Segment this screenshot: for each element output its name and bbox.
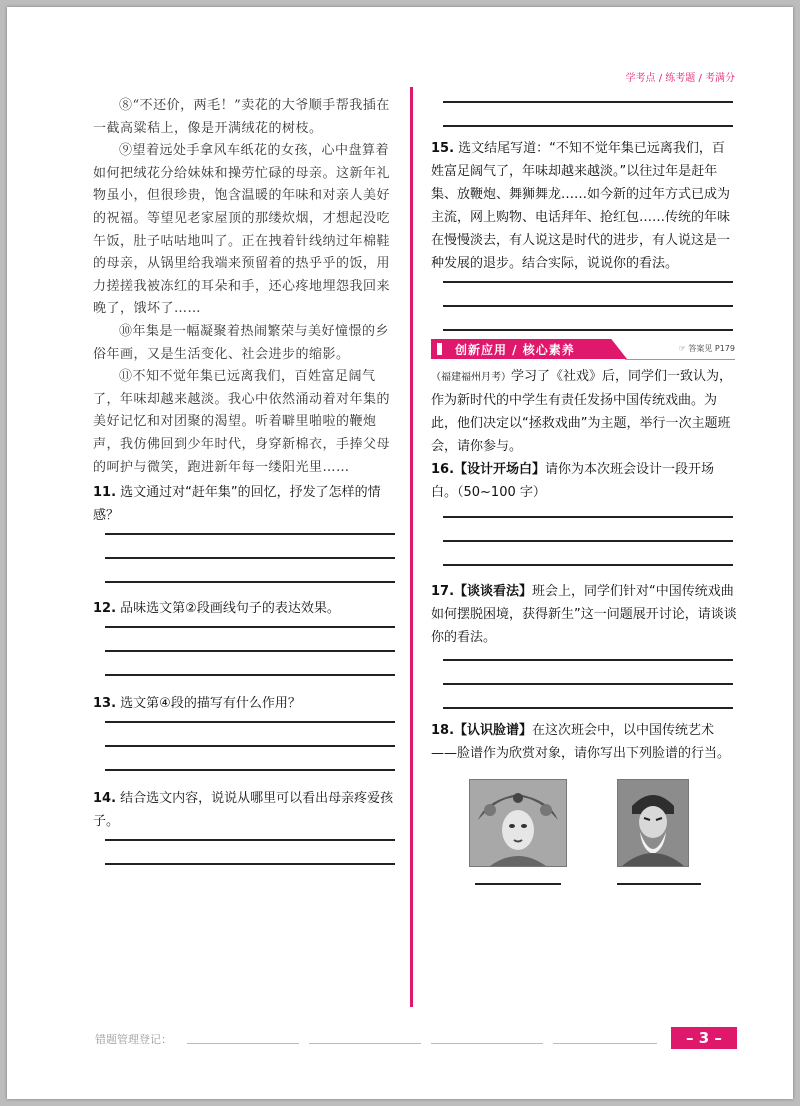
question-18-text: 在这次班会中，以中国传统艺术——脸谱作为欣赏对象，请你写出下列脸谱的行当。: [431, 723, 731, 761]
question-14: [93, 787, 401, 833]
answer-lines-16[interactable]: [443, 516, 737, 566]
question-17: [431, 580, 737, 649]
banner-title: 创新应用 / 核心素养: [455, 343, 575, 357]
answer-line: [105, 769, 395, 771]
paragraph-11: ⑪不知不觉年集已远离我们，百姓富足阔气了，年味却越来越淡。我心中依然涌动着对年集的美好记忆和对团聚的渴望。听着噼里啪啦的鞭炮声，我仿佛回到少年时代，身穿新棉衣，手捧父母的呵护与微笑，跑进新年每一缕阳光里……: [93, 369, 391, 475]
answer-lines-13[interactable]: [105, 721, 401, 771]
answer-line: [443, 564, 733, 566]
footer-blank-2[interactable]: [309, 1043, 421, 1044]
answer-line: [443, 659, 733, 661]
answer-lines-12[interactable]: [105, 626, 401, 676]
answer-line: [105, 557, 395, 559]
worksheet-page: [7, 7, 793, 1099]
question-11-text: 选文通过对“赶年集”的回忆，抒发了怎样的情感？: [93, 485, 381, 524]
question-13-number: 13.: [93, 696, 117, 712]
opera-mask-photo-2: [617, 779, 689, 867]
intro-text: 学习了《社戏》后，同学们一致认为，作为新时代的中学生有责任发扬中国传统戏曲。为此，他们决定以“拯救戏曲”为主题，举行一次主题班会，请你参与。: [431, 369, 733, 454]
answer-line: [105, 721, 395, 723]
question-12-number: 12.: [93, 601, 117, 617]
section-banner: [431, 339, 737, 359]
question-15: [431, 137, 737, 275]
answer-line: [105, 533, 395, 535]
answer-line: [443, 707, 733, 709]
question-11-number: 11.: [93, 485, 117, 501]
answer-line: [443, 125, 733, 127]
question-12: [93, 597, 401, 620]
paragraph-9: ⑨望着远处手拿风车纸花的女孩，心中盘算着如何把绒花分给妹妹和操劳忙碌的母亲。这新年礼物虽小，但很珍贵，饱含温暖的年味和对亲人美好的祝福。等望见老家屋顶的那缕炊烟，才想起没吃午饭，肚子咕咕地叫了。正在拽着针线纳过年棉鞋的母亲，从锅里给我端来预留着的热乎乎的饭，用力搓搓我被冻红的耳朵和手，还心疼地埋怨我回来晚了，饿坏了……: [93, 143, 391, 317]
answer-line: [443, 329, 733, 331]
right-column: [431, 95, 737, 899]
paragraph-8: ⑧“不还价，两毛！”卖花的大爷顺手帮我插在一截高粱秸上，像是开满绒花的树枝。: [93, 98, 390, 136]
question-16: [431, 458, 737, 504]
question-15-text: 选文结尾写道：“不知不觉年集已远离我们，百姓富足阔气了，年味却越来越淡。”以往过年是赶年集、放鞭炮、舞狮舞龙……如今新的过年方式已成为主流，网上购物、电话拜年、抢红包……传统的年味在慢慢淡去，有人说这是时代的进步，有人说这是一种发展的退步。结合实际，说说你的看法。: [431, 141, 731, 271]
opera-mask-image-1: [470, 780, 566, 866]
answer-lines-14-continued[interactable]: [443, 101, 737, 127]
mask-answer-line-2[interactable]: [617, 883, 701, 885]
question-12-text: 品味选文第②段画线句子的表达效果。: [120, 601, 340, 617]
answer-line: [105, 581, 395, 583]
footer-blank-3[interactable]: [431, 1043, 543, 1044]
footer-blank-4[interactable]: [553, 1043, 657, 1044]
question-16-text: 请你为本次班会设计一段开场白。（50~100 字）: [431, 462, 715, 500]
question-18-number: 18.: [431, 723, 455, 738]
mask-answer-line-1[interactable]: [475, 883, 561, 885]
question-16-number: 16.: [431, 462, 455, 477]
header-tag: 学考点 / 练考题 / 考满分: [625, 73, 735, 84]
answer-line: [443, 683, 733, 685]
question-17-text: 班会上，同学们针对“中国传统戏曲如何摆脱困境，获得新生”这一问题展开讨论，请谈谈你的看法。: [431, 584, 737, 645]
intro-source: （福建福州月考）: [431, 372, 511, 383]
activity-intro: [431, 365, 737, 458]
opera-mask-photo-1: [469, 779, 567, 867]
question-13: [93, 692, 401, 715]
question-18-tag: 【认识脸谱】: [454, 723, 533, 738]
paragraph-10: ⑩年集是一幅凝聚着热闹繁荣与美好憧憬的乡俗年画，又是生活变化、社会进步的缩影。: [93, 323, 390, 362]
answer-line: [443, 516, 733, 518]
answer-line: [105, 745, 395, 747]
footer-label: 错题管理登记：: [95, 1033, 172, 1046]
answer-line: [443, 305, 733, 307]
answer-line: [443, 281, 733, 283]
question-17-number: 17.: [431, 584, 455, 599]
column-divider: [410, 87, 413, 1007]
opera-mask-image-2: [618, 780, 688, 866]
answer-line: [105, 674, 395, 676]
question-13-text: 选文第④段的描写有什么作用？: [120, 696, 301, 712]
footer-blank-1[interactable]: [187, 1043, 299, 1044]
left-column: [93, 95, 401, 887]
answer-reference: ☞ 答案见 P179: [675, 343, 735, 354]
answer-lines-15[interactable]: [443, 281, 737, 331]
question-14-number: 14.: [93, 791, 117, 807]
answer-line: [105, 863, 395, 865]
question-16-tag: 【设计开场白】: [454, 462, 546, 477]
answer-lines-17[interactable]: [443, 659, 737, 709]
answer-line: [105, 626, 395, 628]
question-11: [93, 481, 401, 527]
opera-masks: [431, 779, 737, 899]
answer-lines-14[interactable]: [105, 839, 401, 865]
page-number: – 3 –: [671, 1027, 737, 1049]
answer-line: [105, 839, 395, 841]
answer-line: [443, 540, 733, 542]
question-15-number: 15.: [431, 141, 455, 156]
answer-line: [443, 101, 733, 103]
banner-tab: [437, 343, 442, 355]
question-17-tag: 【谈谈看法】: [454, 584, 533, 599]
question-14-text: 结合选文内容，说说从哪里可以看出母亲疼爱孩子。: [93, 791, 394, 830]
answer-lines-11[interactable]: [105, 533, 401, 583]
answer-line: [105, 650, 395, 652]
question-18: [431, 719, 737, 765]
